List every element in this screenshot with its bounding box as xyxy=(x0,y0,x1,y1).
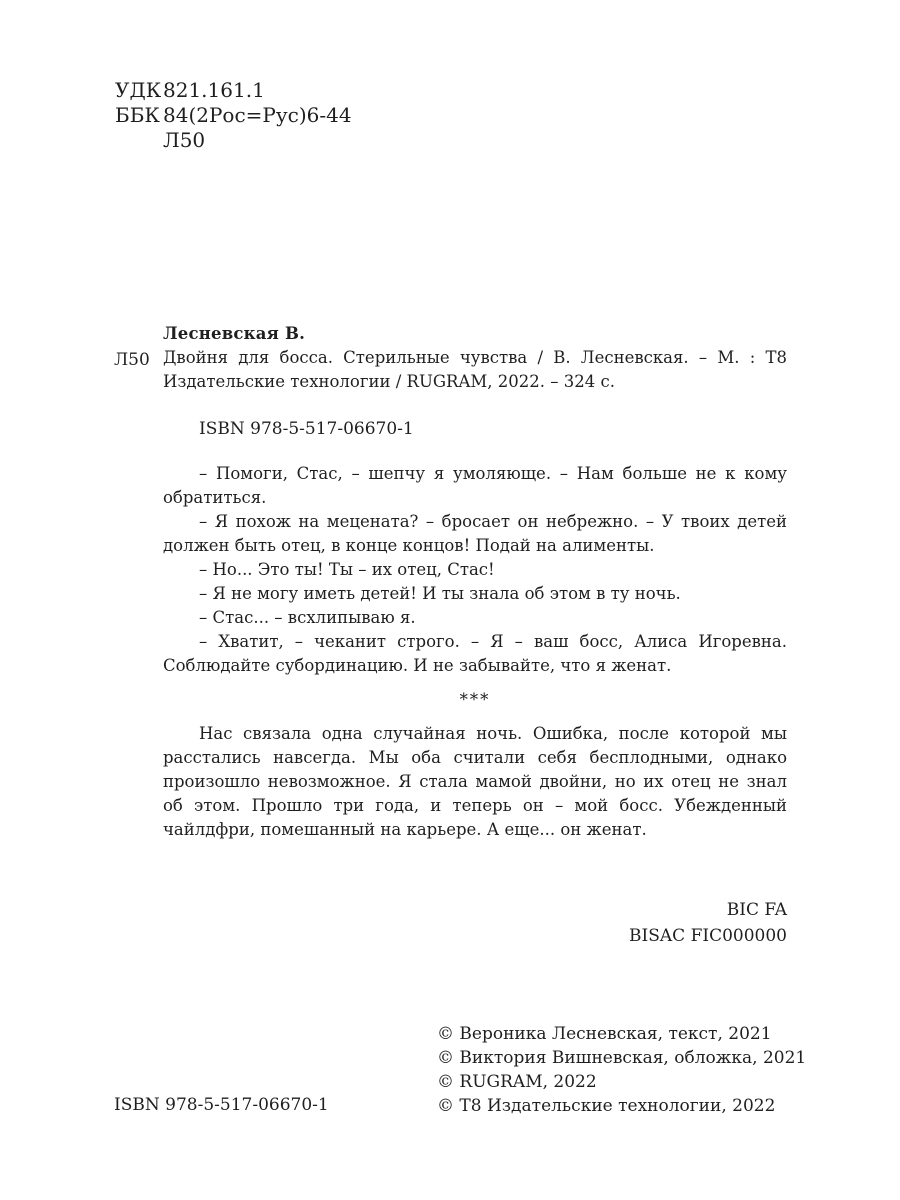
classification-block xyxy=(115,78,352,153)
dialogue-line: – Но... Это ты! Ты – их отец, Стас! xyxy=(199,560,495,579)
author-mark-row xyxy=(115,128,352,153)
bibliographic-description: Двойня для босса. Стерильные чувства / В. Лесневская. – М. : Т8 Издательские технологии / RUGRAM, 2022. – 324 с. xyxy=(163,348,787,391)
udk-value: 821.161.1 xyxy=(163,78,265,102)
author-mark-top: Л50 xyxy=(163,128,206,152)
record-isbn: ISBN 978-5-517-06670-1 xyxy=(199,419,414,439)
section-separator: *** xyxy=(459,690,491,709)
bic-code: BIC FA xyxy=(726,900,787,920)
copyright-block xyxy=(437,1022,807,1118)
summary-paragraph: Нас связала одна случайная ночь. Ошибка, после которой мы расстались навсегда. Мы оба считали себя бесплодными, однако произошло невозможное. Я стала мамой двойни, но их отец не знал об этом. Прошло три года, и теперь он – мой босс. Убежденный чайлдфри, помешанный на карьере. А еще... он женат. xyxy=(163,724,787,839)
bbk-row xyxy=(115,103,352,128)
udk-row xyxy=(115,78,352,103)
udk-label: УДК xyxy=(115,78,162,102)
author-heading: Лесневская В. xyxy=(163,324,306,343)
copyright-line: © Вероника Лесневская, текст, 2021 xyxy=(437,1024,772,1044)
dialogue-line: – Помоги, Стас, – шепчу я умоляюще. – Нам больше не к кому обратиться. xyxy=(163,464,787,507)
author-mark-left: Л50 xyxy=(114,350,150,370)
bisac-code: BISAC FIC000000 xyxy=(629,926,787,946)
copyright-line: © Т8 Издательские технологии, 2022 xyxy=(437,1096,776,1116)
dialogue-line: – Хватит, – чеканит строго. – Я – ваш босс, Алиса Игоревна. Соблюдайте субординацию. И не забывайте, что я женат. xyxy=(163,632,787,675)
main-text xyxy=(163,346,787,842)
subject-codes xyxy=(629,897,787,949)
dialogue-line: – Я похож на мецената? – бросает он небрежно. – У твоих детей должен быть отец, в конце концов! Подай на алименты. xyxy=(163,512,787,555)
footer-isbn: ISBN 978-5-517-06670-1 xyxy=(114,1095,329,1115)
copyright-line: © RUGRAM, 2022 xyxy=(437,1072,597,1092)
bbk-value: 84(2Рос=Рус)6-44 xyxy=(163,103,352,127)
dialogue-line: – Стас... – всхлипываю я. xyxy=(199,608,416,627)
bbk-label: ББК xyxy=(115,103,160,127)
copyright-line: © Виктория Вишневская, обложка, 2021 xyxy=(437,1048,807,1068)
dialogue-line: – Я не могу иметь детей! И ты знала об этом в ту ночь. xyxy=(199,584,681,603)
